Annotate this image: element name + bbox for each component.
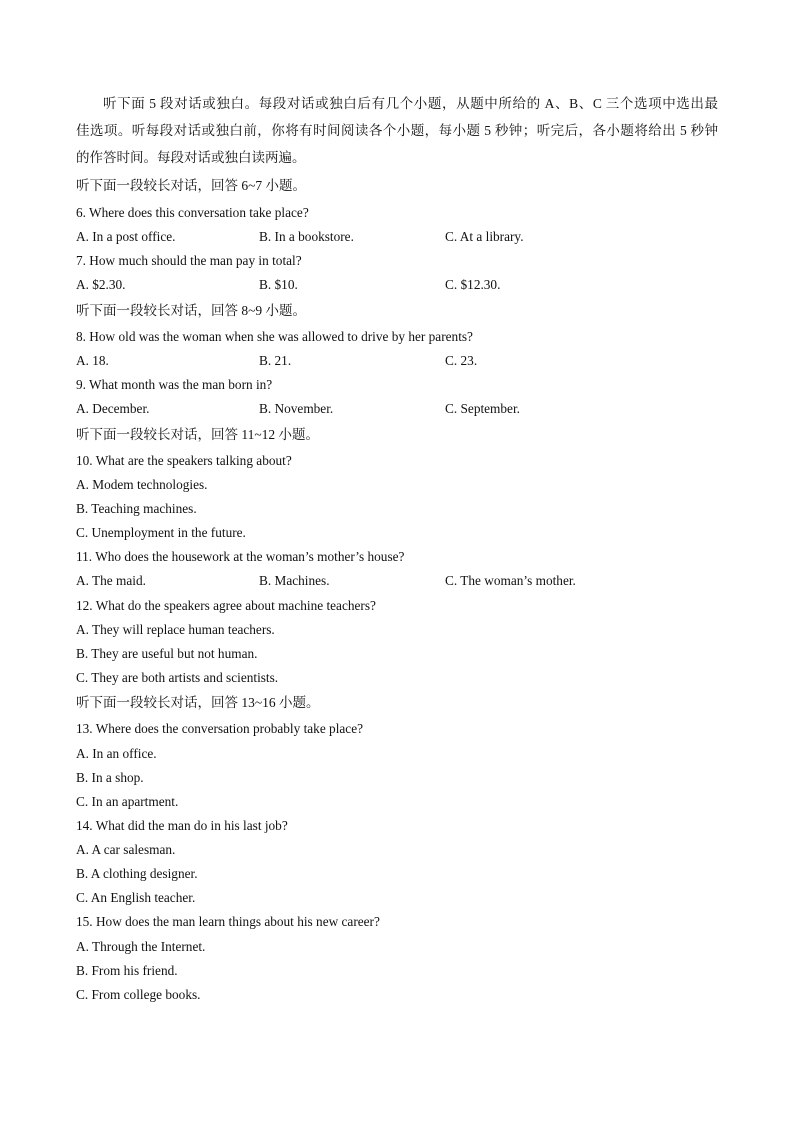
option-a: A. Through the Internet.: [76, 939, 206, 954]
option-c: C. From college books.: [76, 987, 201, 1002]
option-c: C. At a library.: [445, 229, 524, 244]
option-a: A. The maid.: [76, 573, 146, 588]
option-b: B. 21.: [259, 353, 292, 368]
section-heading: 听下面一段较长对话，回答 6~7 小题。: [76, 178, 307, 193]
option-a: A. A car salesman.: [76, 842, 176, 857]
question-stem: 15. How does the man learn things about his new career?: [76, 914, 380, 929]
option-c: C. In an apartment.: [76, 794, 179, 809]
option-b: B. Teaching machines.: [76, 501, 197, 516]
option-b: B. In a bookstore.: [259, 229, 354, 244]
option-c: C. The woman’s mother.: [445, 573, 576, 588]
question-stem: 7. How much should the man pay in total?: [76, 253, 302, 268]
option-c: C. An English teacher.: [76, 890, 196, 905]
question-stem: 9. What month was the man born in?: [76, 377, 273, 392]
option-c: C. Unemployment in the future.: [76, 525, 246, 540]
option-a: A. Modem technologies.: [76, 477, 208, 492]
question-stem: 8. How old was the woman when she was allowed to drive by her parents?: [76, 329, 473, 344]
instruction-line: 佳选项。听每段对话或独白前，你将有时间阅读各个小题，每小题 5 秒钟；听完后，各小题将给出 5 秒钟: [76, 123, 718, 138]
option-a: A. December.: [76, 401, 150, 416]
option-b: B. November.: [259, 401, 334, 416]
option-b: B. From his friend.: [76, 963, 178, 978]
option-b: B. Machines.: [259, 573, 330, 588]
section-heading: 听下面一段较长对话，回答 8~9 小题。: [76, 303, 307, 318]
question-stem: 13. Where does the conversation probably take place?: [76, 721, 363, 736]
option-b: B. A clothing designer.: [76, 866, 198, 881]
option-b: B. $10.: [259, 277, 298, 292]
option-a: A. $2.30.: [76, 277, 126, 292]
question-stem: 14. What did the man do in his last job?: [76, 818, 288, 833]
option-b: B. They are useful but not human.: [76, 646, 258, 661]
question-stem: 6. Where does this conversation take place?: [76, 205, 309, 220]
option-a: A. In an office.: [76, 746, 157, 761]
option-c: C. September.: [445, 401, 520, 416]
question-stem: 10. What are the speakers talking about?: [76, 453, 292, 468]
question-stem: 11. Who does the housework at the woman’s mother’s house?: [76, 549, 405, 564]
instruction-line: 听下面 5 段对话或独白。每段对话或独白后有几个小题，从题中所给的 A、B、C 三个选项中选出最: [103, 96, 718, 111]
option-c: C. They are both artists and scientists.: [76, 670, 279, 685]
option-a: A. In a post office.: [76, 229, 176, 244]
option-c: C. $12.30.: [445, 277, 501, 292]
option-a: A. They will replace human teachers.: [76, 622, 275, 637]
section-heading: 听下面一段较长对话，回答 11~12 小题。: [76, 427, 320, 442]
section-heading: 听下面一段较长对话，回答 13~16 小题。: [76, 695, 320, 710]
option-b: B. In a shop.: [76, 770, 144, 785]
instruction-line: 的作答时间。每段对话或独白读两遍。: [76, 150, 306, 165]
option-c: C. 23.: [445, 353, 478, 368]
option-a: A. 18.: [76, 353, 109, 368]
question-stem: 12. What do the speakers agree about machine teachers?: [76, 598, 376, 613]
